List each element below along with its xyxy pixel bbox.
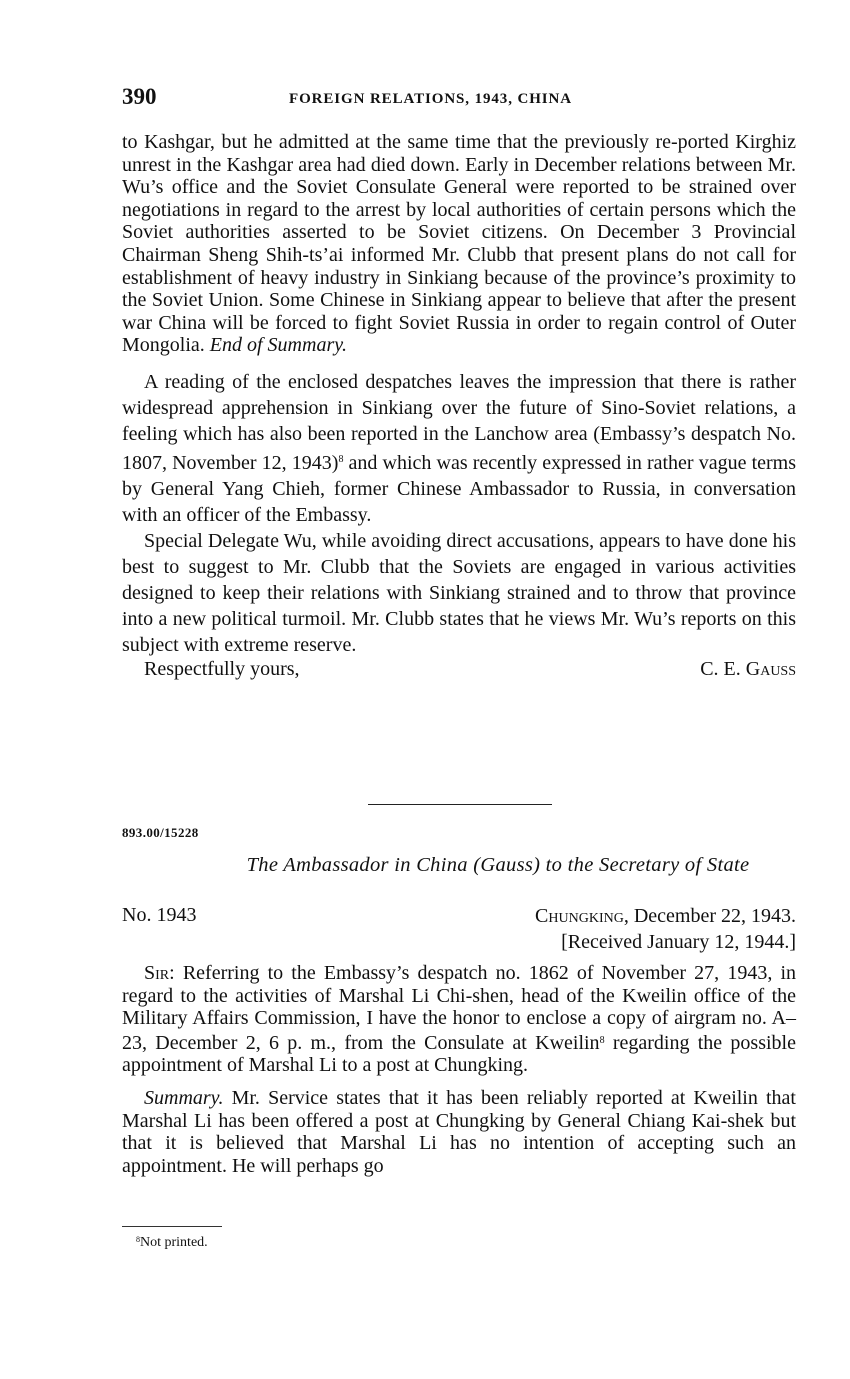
main-text [122, 131, 796, 684]
received-date: [Received January 12, 1944.] [561, 931, 796, 953]
section-divider [368, 804, 552, 805]
reading-text-end: and which was recently expressed in rather vague terms by General Yang Chieh, former Chinese Ambassador to Russia, in conversation with an officer of the Embassy. [122, 451, 796, 526]
date: December 22, 1943. [628, 905, 796, 927]
document-meta [122, 904, 796, 956]
footnote-rule [122, 1226, 222, 1227]
summary-text: Mr. Service states that it has been reliably reported at Kweilin that Marshal Li has been offered a post at Chungking by General Chiang Kai-shek but that it is believed that Marshal Li has no intention of accepting such an appointment. He will perhaps go [122, 1086, 796, 1177]
complimentary-close: Respectfully yours, [144, 657, 300, 680]
summary-label: Summary. [144, 1086, 224, 1109]
letter-text [122, 962, 796, 1177]
document-number: No. 1943 [122, 904, 197, 926]
footnote-reference: 8 [599, 1034, 605, 1046]
end-of-summary-marker: End of Summary. [209, 334, 347, 357]
summary-paragraph [122, 1087, 796, 1177]
page-header [122, 84, 796, 114]
footnote-mark: 8 [136, 1235, 140, 1244]
running-head: FOREIGN RELATIONS, 1943, CHINA [289, 91, 573, 107]
document-title: The Ambassador in China (Gauss) to the Secretary of State [246, 854, 750, 876]
salutation: Sir: [144, 962, 175, 984]
place-date [535, 905, 796, 928]
place: Chungking, [535, 905, 629, 927]
footnote [136, 1235, 208, 1251]
delegate-paragraph: Special Delegate Wu, while avoiding direct accusations, appears to have done his best to suggest to Mr. Clubb that the Soviets are engaged in various activities designed to keep their relations with Sinkiang strained and to throw that province into a new political turmoil. Mr. Clubb states that he views Mr. Wu’s reports on this subject with extreme reserve. [122, 529, 796, 656]
letter-paragraph [122, 962, 796, 1077]
footnote-reference: 8 [338, 453, 344, 465]
letter-body-2: regarding the possible appointment of Marshal Li to a post at Chungking. [122, 1031, 796, 1077]
reading-text: A reading of the enclosed despatches leaves the impression that there is rather widespread apprehension in Sinkiang over the future of Sino-Soviet relations, a feeling which has also been reported in the Lanchow area (Embassy’s despatch No. 1807, November 12, 1943) [122, 370, 796, 474]
continued-summary-text: to Kashgar, but he admitted at the same time that the previously re-ported Kirghiz unrest in the Kashgar area had died down. Early in December relations between Mr. Wu’s office and the Soviet Consulate General were reported to be strained over negotiations in regard to the arrest by local authorities of certain persons which the Soviet authorities asserted to be Soviet citizens. On December 3 Provincial Chairman Sheng Shih-ts’ai informed Mr. Clubb that present plans do not call for establishment of heavy industry in Sinkiang because of the province’s proximity to the Soviet Union. Some Chinese in Sinkiang appear to believe that after the present war China will be forced to fight Soviet Russia in order to regain control of Outer Mongolia. [122, 131, 796, 357]
continued-summary-paragraph [122, 131, 796, 357]
reading-paragraph [122, 369, 796, 528]
closing-block [122, 658, 796, 684]
letter-body-1: Referring to the Embassy’s despatch no. 1862 of November 27, 1943, in regard to the activities of Marshal Li Chi-shen, head of the Kweilin office of the Military Affairs Commission, I have the honor to enclose a copy of airgram no. A–23, December 2, 6 p. m., from the Consulate at Kweilin [122, 962, 796, 1054]
footnote-text: Not printed. [140, 1235, 208, 1250]
file-number: 893.00/15228 [122, 825, 199, 840]
page-number: 390 [122, 84, 157, 109]
signature: C. E. Gauss [700, 657, 796, 680]
